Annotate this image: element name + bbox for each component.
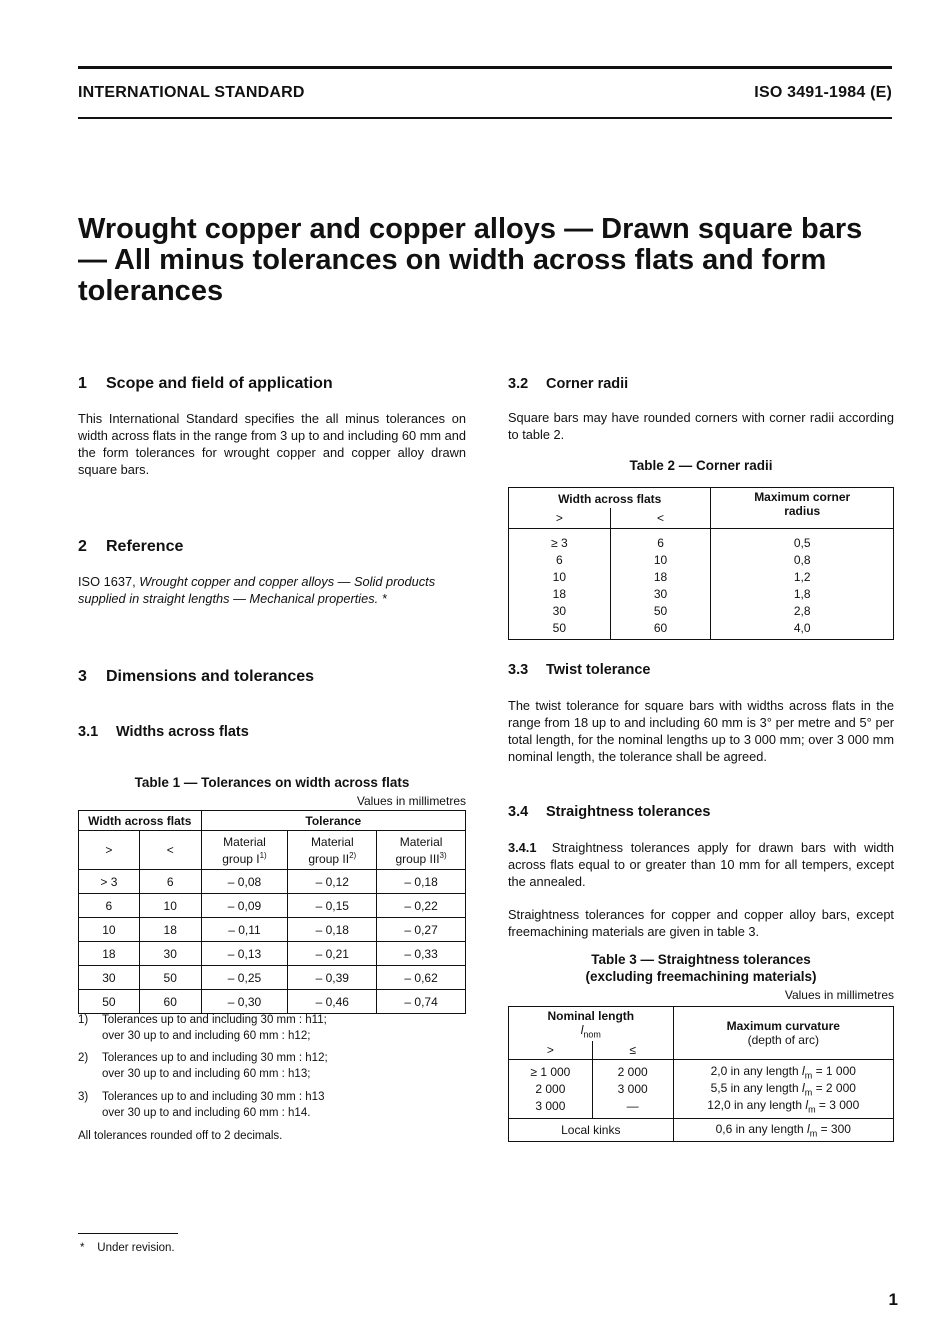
table-3-caption-2: (excluding freemachining materials) [585,969,817,984]
table-cell: 18 [509,585,611,602]
table-cell: 18 [79,942,140,966]
table-cell: 10 [610,551,711,568]
table-3-header-nominal: Nominal length $l_{nom}$ [509,1007,674,1042]
table-1-note: All tolerances rounded off to 2 decimals. [78,1130,283,1142]
table-2 [508,487,894,640]
table-2-header-gt: > [509,508,611,528]
table-cell: 50 [139,966,201,990]
table-cell: – 0,39 [288,966,377,990]
header-right: ISO 3491-1984 (E) [754,84,892,101]
table-3-header-gt: > [509,1041,593,1059]
table-cell: – 0,33 [377,942,466,966]
table-cell: > 3 [79,870,140,894]
table-1-footnote-3: 3) Tolerances up to and including 30 mm : h13 over 30 up to and including 60 mm : h14. [78,1091,325,1119]
section-3-3-text: The twist tolerance for square bars with widths across flats in the range from 18 up to and including 60 mm is 3° per metre and 5° per total length, for the nominal lengths up to 3 000 mm; over 3 000 mm nominal length, the tolerance shall be agreed. [508,698,894,764]
table-cell: 12,0 in any length $l_m = 3$ 000 [673,1097,893,1119]
section-number: 3.2 [508,376,529,392]
document-title: Wrought copper and copper alloys — Drawn square bars — All minus tolerances on width across flats and form tolerances [78,213,863,307]
table-row [509,585,894,602]
table-cell: – 0,21 [288,942,377,966]
section-title: Reference [106,538,184,555]
table-cell: – 0,18 [288,918,377,942]
table-row [509,529,894,552]
table-cell: 30 [79,966,140,990]
table-2-header-max-radius: Maximum corner radius [754,490,851,518]
table-cell: – 0,22 [377,894,466,918]
table-cell: 2,0 in any length $l_m = 1$ 000 [710,1063,856,1081]
table-cell: 2,8 [793,603,811,618]
table-cell: 30 [139,942,201,966]
table-row [79,942,466,966]
table-cell: – 0,30 [201,990,288,1014]
table-cell: ≥ 3 [509,529,611,552]
section-3-4-1-text: 3.4.1 Straightness tolerances apply for drawn bars with width across flats equal to or greater than 10 mm for all tempers, except the annealed. [508,840,894,889]
paragraph-number: 3.4.1 [508,840,537,855]
table-1-header-group-2: Material group II$^{2)}$ [288,831,377,870]
section-title: Scope and field of application [106,375,333,392]
header-top-rule [78,66,892,69]
section-1-text: This International Standard specifies the all minus tolerances on width across flats in the range from 3 up to and including 60 mm and the form tolerances for wrought copper and copper alloy drawn square bars. [78,411,466,477]
table-cell: 0,6 in any length $l_m = 300$ [715,1122,851,1139]
section-number: 3.1 [78,724,99,740]
footnote-rule [78,1233,178,1234]
table-cell: 30 [610,585,711,602]
table-1-footnote-2: 2) Tolerances up to and including 30 mm : h12; over 30 up to and including 60 mm : h13; [78,1052,328,1080]
section-title: Twist tolerance [546,662,651,678]
table-cell: – 0,62 [377,966,466,990]
table-row [509,1119,894,1142]
header-left: INTERNATIONAL STANDARD [78,84,305,101]
footnote-text: Under revision. [97,1242,175,1254]
table-cell: 0,5 [793,535,811,550]
table-cell: 10 [509,568,611,585]
table-cell: 2 000 [592,1060,673,1081]
table-row [509,602,894,619]
table-cell: – 0,11 [201,918,288,942]
table-cell: – 0,74 [377,990,466,1014]
reference-mark: * [378,591,387,606]
table-cell: 2 000 [509,1080,593,1097]
table-cell: Local kinks [509,1119,674,1142]
table-1-units: Values in millimetres [356,794,466,808]
reference-code: ISO 1637, [78,574,136,589]
section-3-heading [78,668,314,686]
table-cell: 1,8 [793,586,811,601]
table-1-header-group-3: Material group III$^{3)}$ [377,831,466,870]
table-3 [508,1006,894,1142]
section-number: 3.3 [508,662,529,678]
section-title: Corner radii [546,376,629,392]
table-cell: – 0,12 [288,870,377,894]
table-row [509,1080,894,1097]
table-row [79,990,466,1014]
table-3-header-max-curvature: Maximum curvature (depth of arc) [726,1019,840,1048]
header-bottom-rule [78,117,892,119]
section-3-1-heading [78,724,249,740]
table-cell: – 0,15 [288,894,377,918]
table-cell: – 0,09 [201,894,288,918]
section-number: 3 [78,668,87,685]
table-cell: 60 [139,990,201,1014]
table-cell: 3 000 [509,1097,593,1119]
table-1-header-width: Width across flats [79,811,202,831]
table-2-header-lt: < [610,508,711,528]
table-cell: – 0,13 [201,942,288,966]
table-row [79,966,466,990]
section-number: 2 [78,538,87,555]
table-cell: 18 [139,918,201,942]
table-2-caption: Table 2 — Corner radii [629,458,773,473]
table-row [79,894,466,918]
table-cell: 30 [509,602,611,619]
table-1 [78,810,466,1014]
table-row [509,619,894,640]
table-cell: 10 [139,894,201,918]
table-cell: – 0,08 [201,870,288,894]
table-row [509,568,894,585]
table-cell: 10 [79,918,140,942]
table-cell: 18 [610,568,711,585]
page-number: 1 [888,1290,898,1309]
table-cell: – 0,46 [288,990,377,1014]
table-1-header-gt: > [79,831,140,870]
section-3-2-heading [508,376,628,392]
table-row [509,1097,894,1119]
table-cell: 6 [79,894,140,918]
table-row [79,870,466,894]
section-3-3-heading [508,662,650,678]
table-cell: – 0,25 [201,966,288,990]
table-2-header-width: Width across flats [509,488,711,509]
table-cell: – 0,27 [377,918,466,942]
section-2-reference [78,573,466,607]
section-3-4-text-2: Straightness tolerances for copper and copper alloy bars, except freemachining materials are given in table 3. [508,907,894,939]
table-cell: 3 000 [592,1080,673,1097]
table-1-footnote-1: 1) Tolerances up to and including 30 mm : h11; over 30 up to and including 60 mm : h12; [78,1014,327,1042]
section-number: 3.4 [508,804,529,820]
footnote-mark: * [80,1242,85,1254]
table-3-caption-1: Table 3 — Straightness tolerances [591,952,811,967]
section-3-2-text: Square bars may have rounded corners with corner radii according to table 2. [508,410,894,442]
table-row [509,1060,894,1081]
reference-title: Wrought copper and copper alloys — Solid products supplied in straight lengths — Mechanical properties. [78,574,436,606]
table-cell: 4,0 [793,620,811,635]
section-title: Dimensions and tolerances [106,668,315,685]
table-1-header-lt: < [139,831,201,870]
footnote [80,1240,175,1256]
table-cell: 50 [79,990,140,1014]
table-3-header-le: ≤ [592,1041,673,1059]
table-cell: 6 [509,551,611,568]
table-cell: 6 [139,870,201,894]
section-1-heading [78,375,333,393]
section-title: Widths across flats [116,724,249,740]
table-cell: ≥ 1 000 [509,1060,593,1081]
table-cell: 1,2 [793,569,811,584]
table-cell: 50 [610,602,711,619]
table-1-caption: Table 1 — Tolerances on width across flats [134,775,410,790]
table-row [79,918,466,942]
table-cell: 0,8 [793,552,811,567]
table-cell: 60 [610,619,711,640]
section-title: Straightness tolerances [546,804,711,820]
table-1-header-group-1: Material group $I^{1)}$ [201,831,288,870]
table-cell: 50 [509,619,611,640]
table-3-units: Values in millimetres [784,988,894,1002]
table-row [509,551,894,568]
section-number: 1 [78,375,87,392]
table-cell: 5,5 in any length $l_m = 2$ 000 [710,1080,856,1098]
table-cell: 6 [610,529,711,552]
table-cell: — [592,1097,673,1119]
section-2-heading [78,538,183,556]
table-cell: – 0,18 [377,870,466,894]
section-3-4-heading [508,804,710,820]
table-1-header-tolerance: Tolerance [201,811,465,831]
